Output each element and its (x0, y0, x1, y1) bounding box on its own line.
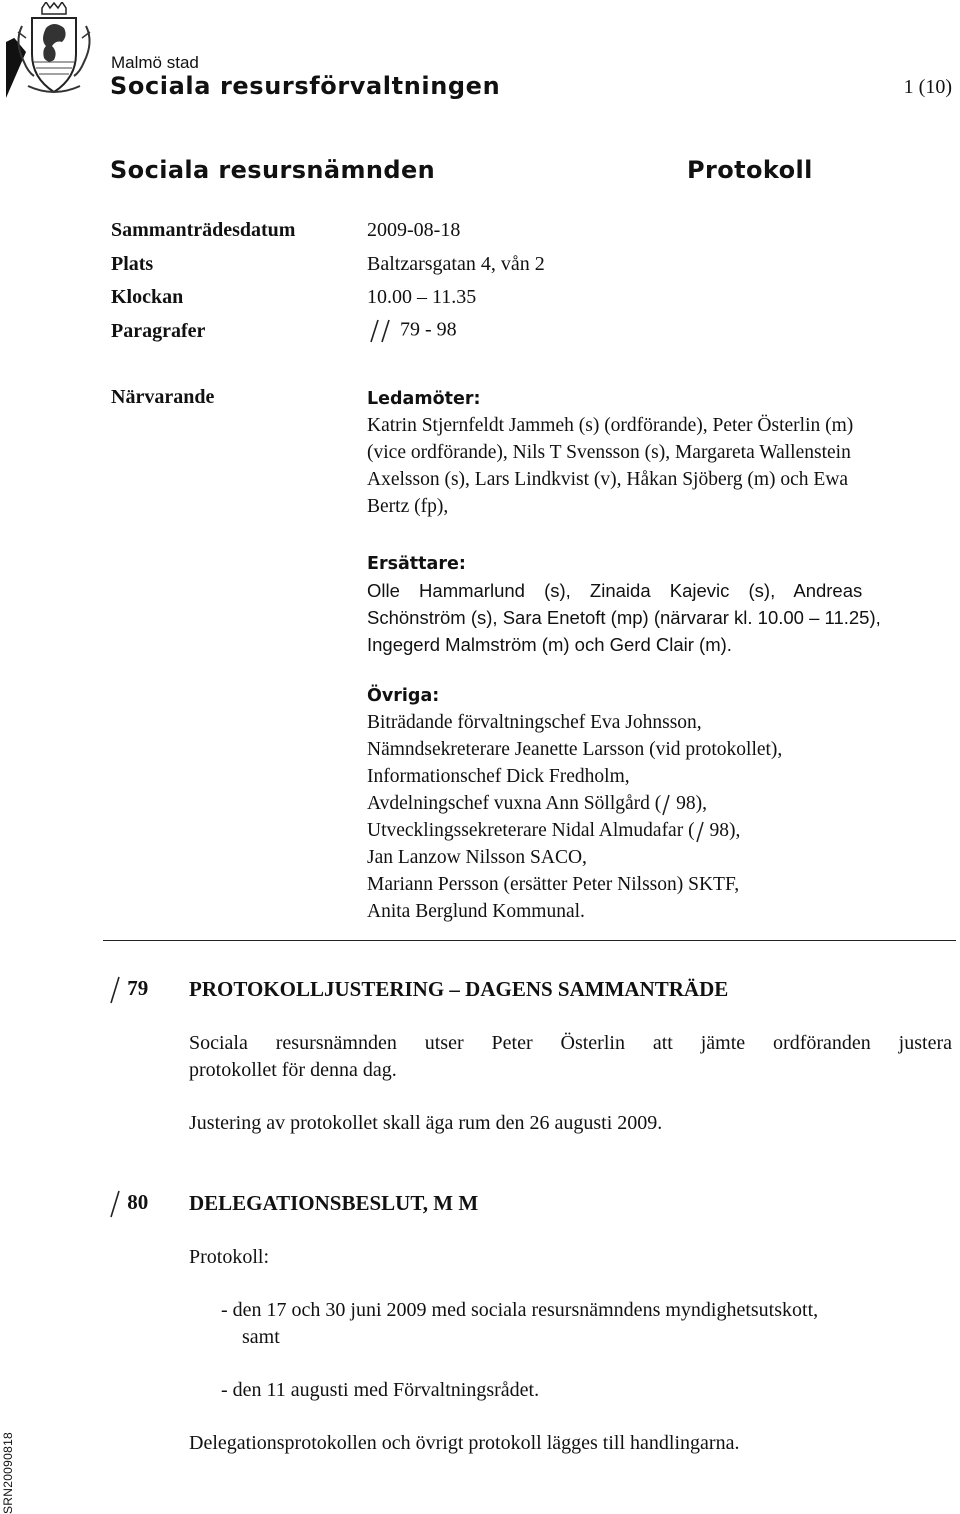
list-item: - den 11 augusti med Förvaltningsrådet. (221, 1379, 540, 1401)
others-line: Biträdande förvaltningschef Eva Johnsson, (367, 712, 702, 733)
others-line: Avdelningschef vuxna Ann Söllgård ( 98), (367, 793, 708, 814)
section-body: Sociala resursnämnden utser Peter Österlin att jämte ordföranden justera protokollet för denna dag. (189, 1032, 952, 1081)
substitutes-line: Olle Hammarlund (s), Zinaida Kajevic (s), Andreas (367, 580, 863, 601)
others-line: Nämndsekreterare Jeanette Larsson (vid protokollet), (367, 739, 783, 760)
others-line: Mariann Persson (ersätter Peter Nilsson) SKTF, (367, 874, 740, 895)
members-block (367, 386, 952, 520)
others-line: Anita Berglund Kommunal. (367, 901, 585, 922)
members-heading: Ledamöter: (367, 389, 481, 409)
time-value: 10.00 – 11.35 (367, 286, 477, 308)
paragraphs-label: Paragrafer (111, 320, 206, 342)
section-body: Justering av protokollet skall äga rum den 26 augusti 2009. (189, 1112, 663, 1134)
substitutes-heading: Ersättare: (367, 554, 466, 574)
meeting-date-value: 2009-08-18 (367, 219, 461, 241)
document-code: SRN20090818 (1, 1431, 15, 1514)
paragraphs-value (367, 318, 457, 344)
section-sign-icon (108, 1190, 122, 1218)
document-type: Protokoll (687, 156, 813, 184)
section-sign-icon (695, 821, 705, 843)
section-closing: Delegationsprotokollen och övrigt protokoll lägges till handlingarna. (189, 1432, 740, 1454)
paragraphs-range: 79 - 98 (400, 318, 457, 341)
section-sign-icon (108, 976, 122, 1004)
others-line: Utvecklingssekreterare Nidal Almudafar ( 98), (367, 820, 741, 841)
section-number: 80 (108, 1190, 148, 1218)
divider (103, 940, 956, 941)
board-name: Sociala resursnämnden (110, 156, 436, 184)
others-line: Informationschef Dick Fredholm, (367, 766, 630, 787)
department-name: Sociala resursförvaltningen (110, 72, 501, 100)
substitutes-block (367, 551, 952, 658)
section-sign-icon (661, 794, 671, 816)
members-line: Bertz (fp), (367, 496, 449, 517)
section-title: DELEGATIONSBESLUT, M M (189, 1191, 479, 1215)
others-block (367, 683, 952, 925)
substitutes-line: Ingegerd Malmström (m) och Gerd Clair (m). (367, 634, 732, 655)
page-number: 1 (10) (903, 76, 952, 98)
section-title: PROTOKOLLJUSTERING – DAGENS SAMMANTRÄDE (189, 977, 729, 1001)
list-item: - den 17 och 30 juni 2009 med sociala resursnämndens myndighetsutskott, samt (221, 1299, 819, 1348)
substitutes-line: Schönström (s), Sara Enetoft (mp) (närvarar kl. 10.00 – 11.25), (367, 607, 881, 628)
section-sign-icon (367, 318, 395, 344)
city-name: Malmö stad (111, 53, 199, 72)
members-line: Katrin Stjernfeldt Jammeh (s) (ordförande), Peter Österlin (m) (367, 415, 854, 436)
place-label: Plats (111, 253, 154, 275)
members-line: (vice ordförande), Nils T Svensson (s), Margareta Wallenstein (367, 442, 851, 463)
place-value: Baltzarsgatan 4, vån 2 (367, 253, 545, 275)
malmo-coat-of-arms-logo (4, 2, 104, 98)
others-heading: Övriga: (367, 686, 440, 706)
section-intro: Protokoll: (189, 1246, 270, 1268)
meeting-date-label: Sammanträdesdatum (111, 219, 296, 241)
time-label: Klockan (111, 286, 184, 308)
members-line: Axelsson (s), Lars Lindkvist (v), Håkan Sjöberg (m) och Ewa (367, 469, 849, 490)
others-line: Jan Lanzow Nilsson SACO, (367, 847, 587, 868)
present-label: Närvarande (111, 386, 215, 408)
section-number: 79 (108, 976, 148, 1004)
